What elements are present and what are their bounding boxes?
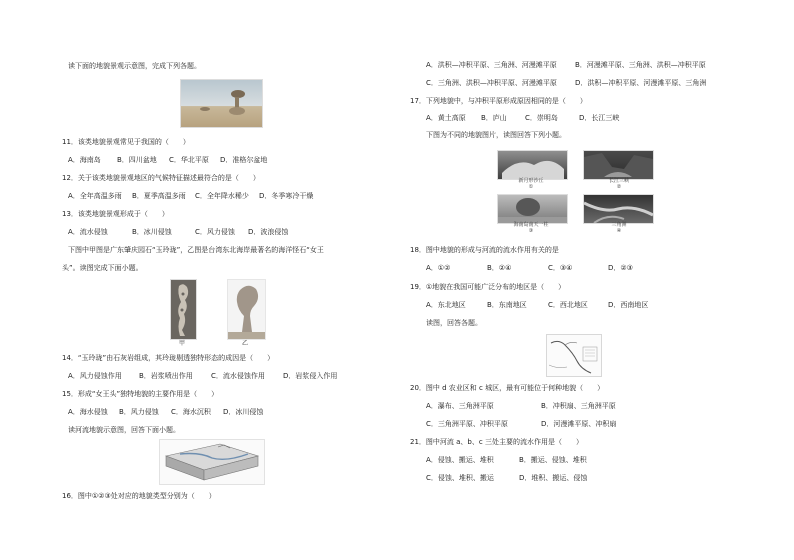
q11-option-a[interactable]: A．海南岛 bbox=[68, 156, 101, 164]
q14-option-a[interactable]: A．风力侵蚀作用 bbox=[68, 372, 122, 380]
yangtze-gorge-photo bbox=[583, 150, 654, 180]
q15-option-c[interactable]: C．海水沉积 bbox=[171, 408, 211, 416]
nantianyizhu-rock-photo bbox=[497, 194, 568, 224]
q12-option-d[interactable]: D．冬季寒冷干燥 bbox=[259, 192, 314, 200]
intro-text-4: 下图为不同的地貌图片，读图回答下列小题。 bbox=[426, 131, 566, 139]
q14-option-b[interactable]: B．岩浆喷出作用 bbox=[139, 372, 193, 380]
q15-option-a[interactable]: A．海水侵蚀 bbox=[68, 408, 108, 416]
q13-option-d[interactable]: D．波浪侵蚀 bbox=[248, 228, 289, 236]
q19-option-b[interactable]: B．东南地区 bbox=[487, 301, 527, 309]
q15-option-b[interactable]: B．风力侵蚀 bbox=[119, 408, 159, 416]
intro-text-5: 读图，回答各题。 bbox=[426, 319, 482, 327]
q15-option-d[interactable]: D．冰川侵蚀 bbox=[223, 408, 264, 416]
intro-text-2-line-2: 头”。读图完成下面小题。 bbox=[62, 264, 143, 272]
q11-option-b[interactable]: B．四川盆地 bbox=[117, 156, 157, 164]
q20-option-b[interactable]: B．冲积扇、三角洲平原 bbox=[541, 402, 616, 410]
question-17: 17．下列地貌中，与冲积平原形成原因相同的是（ ） bbox=[410, 97, 587, 105]
yulinglong-rock-image bbox=[170, 279, 197, 340]
q21-option-b[interactable]: B．搬运、侵蚀、堆积 bbox=[519, 456, 587, 464]
q17-option-a[interactable]: A．黄土高原 bbox=[426, 114, 466, 122]
q20-option-a[interactable]: A．瀑布、三角洲平原 bbox=[426, 402, 494, 410]
q17-option-b[interactable]: B．庐山 bbox=[481, 114, 507, 122]
photo-caption-3: 海南岛南天一柱 ③ bbox=[513, 222, 549, 234]
q11-option-d[interactable]: D．准格尔盆地 bbox=[220, 156, 268, 164]
q13-option-c[interactable]: C．风力侵蚀 bbox=[195, 228, 235, 236]
q12-option-c[interactable]: C．全年降水稀少 bbox=[195, 192, 249, 200]
intro-text-2-line-1: 下图中甲图是广东肇庆园石“玉玲珑”，乙图是台湾东北海岸最著名的海洋怪石“女王 bbox=[68, 246, 324, 254]
q21-option-c[interactable]: C．侵蚀、堆积、搬运 bbox=[426, 474, 494, 482]
q19-option-d[interactable]: D．西南地区 bbox=[608, 301, 649, 309]
photo-caption-1: 新月形沙丘 ① bbox=[518, 178, 544, 190]
queens-head-rock-image bbox=[227, 279, 266, 340]
desert-landform-image bbox=[180, 79, 263, 128]
q19-option-a[interactable]: A．东北地区 bbox=[426, 301, 466, 309]
river-stages-diagram bbox=[546, 334, 602, 377]
q12-option-a[interactable]: A．全年高温多雨 bbox=[68, 192, 122, 200]
q14-option-c[interactable]: C．流水侵蚀作用 bbox=[211, 372, 265, 380]
question-12: 12．关于该类地貌景观地区的气候特征描述最符合的是（ ） bbox=[62, 174, 260, 182]
photo-caption-2: 长江三峡 ② bbox=[608, 178, 629, 190]
q20-option-d[interactable]: D．河漫滩平原、冲积扇 bbox=[541, 420, 617, 428]
q17-option-d[interactable]: D．长江三峡 bbox=[579, 114, 620, 122]
q14-option-d[interactable]: D．岩浆侵入作用 bbox=[283, 372, 338, 380]
figure-jia-label: 甲 bbox=[179, 340, 186, 347]
question-20: 20．图中 d 农业区和 c 城区，最有可能位于何种地貌（ ） bbox=[410, 384, 605, 392]
question-11: 11．该类地貌景观常见于我国的（ ） bbox=[62, 138, 190, 146]
question-19: 19．①地貌在我国可能广泛分布的地区是（ ） bbox=[410, 283, 566, 291]
intro-text-1: 读下面的地貌景观示意图，完成下列各题。 bbox=[68, 62, 201, 70]
q19-option-c[interactable]: C．西北地区 bbox=[548, 301, 588, 309]
question-13: 13．该类地貌景观形成于（ ） bbox=[62, 210, 169, 218]
q16-option-b[interactable]: B．河漫滩平原、三角洲、洪积—冲积平原 bbox=[575, 61, 706, 69]
q13-option-b[interactable]: B．冰川侵蚀 bbox=[132, 228, 172, 236]
q11-option-c[interactable]: C．华北平原 bbox=[169, 156, 209, 164]
crescent-dune-photo bbox=[497, 150, 568, 180]
q20-option-c[interactable]: C．三角洲平原、冲积平原 bbox=[426, 420, 508, 428]
question-18: 18．图中地貌的形成与河流的流水作用有关的是 bbox=[410, 246, 559, 254]
q18-option-c[interactable]: C．③④ bbox=[548, 264, 573, 272]
q21-option-d[interactable]: D．堆积、搬运、侵蚀 bbox=[519, 474, 588, 482]
figure-yi-label: 乙 bbox=[242, 340, 249, 347]
q12-option-b[interactable]: B．夏季高温多雨 bbox=[132, 192, 186, 200]
q16-option-c[interactable]: C．三角洲、洪积—冲积平原、河漫滩平原 bbox=[426, 79, 557, 87]
photo-caption-4: 三角洲 ④ bbox=[611, 222, 627, 234]
q18-option-d[interactable]: D．②③ bbox=[608, 264, 633, 272]
q16-option-a[interactable]: A．洪积—冲积平原、三角洲、河漫滩平原 bbox=[426, 61, 557, 69]
river-landform-diagram bbox=[159, 439, 265, 485]
question-16: 16．图中①②③处对应的地貌类型分别为（ ） bbox=[62, 492, 216, 500]
q18-option-a[interactable]: A．①② bbox=[426, 264, 451, 272]
question-14: 14．“玉玲珑”由石灰岩组成，其玲珑剔透独特形态的成因是（ ） bbox=[62, 354, 275, 362]
question-21: 21．图中河流 a、b、c 三处主要的流水作用是（ ） bbox=[410, 438, 583, 446]
delta-photo bbox=[583, 194, 654, 224]
q18-option-b[interactable]: B．②④ bbox=[487, 264, 512, 272]
q13-option-a[interactable]: A．流水侵蚀 bbox=[68, 228, 108, 236]
q16-option-d[interactable]: D．洪积—冲积平原、河漫滩平原、三角洲 bbox=[575, 79, 707, 87]
q17-option-c[interactable]: C．崇明岛 bbox=[525, 114, 558, 122]
question-15: 15．形成“女王头”独特地貌的主要作用是（ ） bbox=[62, 390, 219, 398]
q21-option-a[interactable]: A．侵蚀、搬运、堆积 bbox=[426, 456, 494, 464]
intro-text-3: 读河流地貌示意图，回答下面小题。 bbox=[68, 426, 180, 434]
